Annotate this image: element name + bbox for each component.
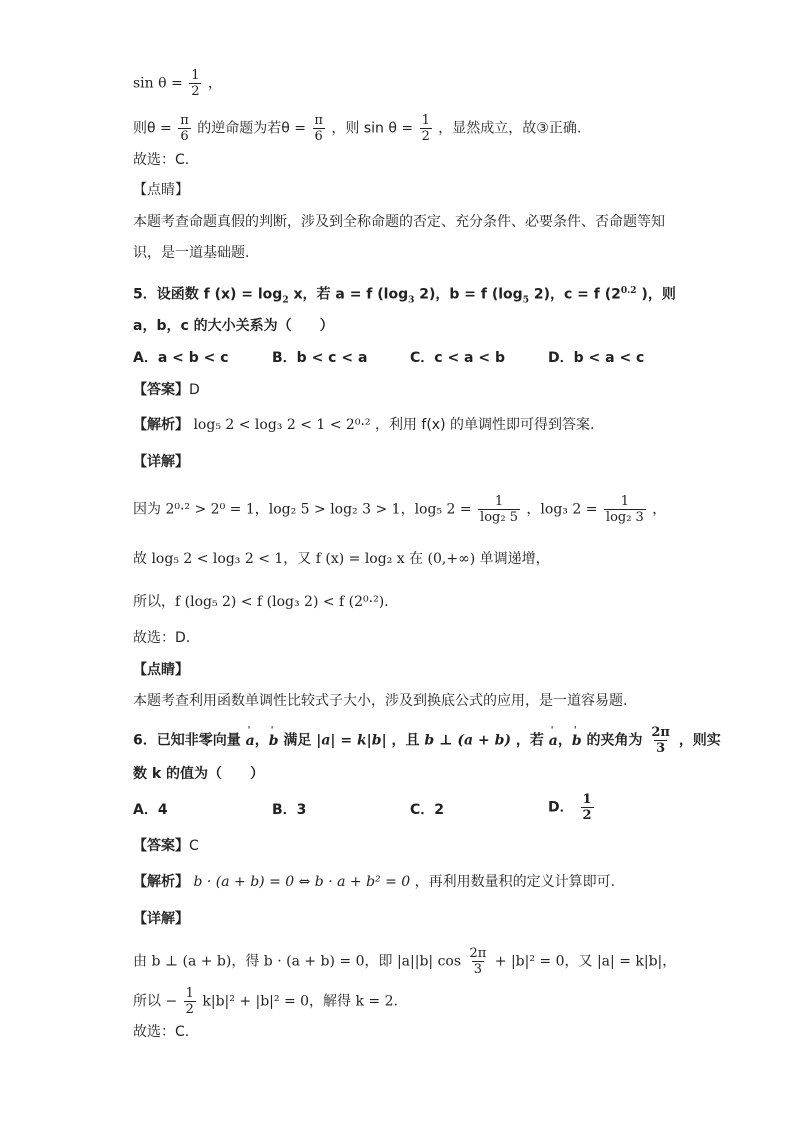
fraction-1-log2-3: $\frac{1}{\text{log₂ 3}}$ xyxy=(605,494,644,525)
fraction-pi-6: $\frac{\pi}{6}$ xyxy=(180,113,189,144)
q6-option-b[interactable]: B．3 xyxy=(272,802,307,818)
detail-5-row-2: 故 log₅ 2 < log₃ 2 < 1，又 f (x) = log₂ x 在 (0,+∞) 单调递增， xyxy=(133,551,550,567)
fraction-pi-6-b: $\frac{\pi}{6}$ xyxy=(314,113,323,144)
answer-5: 【答案】D xyxy=(133,382,200,398)
fraction-one-half-d: $\frac{1}{2}$ xyxy=(185,986,194,1017)
fraction-one-half-b: $\frac{1}{2}$ xyxy=(421,113,430,144)
choose-c-line: 故选：C. xyxy=(133,152,190,168)
detail-5-row-3: 所以，f (log₅ 2) < f (log₃ 2) < f (2⁰·²). xyxy=(133,594,389,610)
question-6-line-1: 6．已知非零向量 ' a，' b 满足 |a| = k|b| ，且 b ⊥ (a + b) ，若 ' a，' b 的夹角为 $\frac{2\pi}{3}$ ，则实 xyxy=(133,725,721,756)
detail-6-row-1: 由 b ⊥ (a + b)，得 b · (a + b) = 0，即 |a||b| cos $\frac{2\pi}{3}$ + |b|² = 0，又 |a| = k|b|， xyxy=(133,946,677,977)
question-5-line-1: 5．设函数 f $(x) = \log_2 x$，若 a = f ($\log_3$ 2)，b = f ($\log_5$ 2)，c = f ($2^{0.2}$ )，则 xyxy=(133,286,676,306)
q6-option-d[interactable]: D． $\frac{1}{2}$ xyxy=(548,792,592,823)
detail-6-heading: 【详解】 xyxy=(133,911,189,927)
q6-option-c[interactable]: C．2 xyxy=(410,802,445,818)
detail-5-row-1: 因为 2⁰·² > 2⁰ = 1，log₂ 5 > log₂ 3 > 1，log₅ 2 = $\frac{1}{\text{log₂ 5}}$ ，log₃ 2 = $\frac{1}{\text{log₂ 3}}$ ， xyxy=(133,494,667,525)
sin-theta-line: sin θ = $\frac{1}{2}$ ， xyxy=(133,68,222,99)
fraction-2pi-3: $\frac{2\pi}{3}$ xyxy=(651,725,670,756)
point-text-1: 本题考查命题真假的判断，涉及到全称命题的否定、充分条件、必要条件、否命题等知 xyxy=(133,214,665,230)
fraction-1-log2-5: $\frac{1}{\text{log₂ 5}}$ xyxy=(480,494,518,525)
detail-5-heading: 【详解】 xyxy=(133,454,189,470)
converse-line: 则θ = $\frac{\pi}{6}$ 的逆命题为若θ = $\frac{\pi}{6}$ ，则 sin θ = $\frac{1}{2}$ ，显然成立，故③正确. xyxy=(133,113,582,144)
fraction-one-half-c: $\frac{1}{2}$ xyxy=(582,792,592,823)
point-5-text: 本题考查利用函数单调性比较式子大小，涉及到换底公式的应用，是一道容易题. xyxy=(133,693,628,709)
analysis-6: 【解析】 b · (a + b) = 0 ⇔ b · a + b² = 0 ，再利用数量积的定义计算即可. xyxy=(133,874,616,890)
q5-option-d[interactable]: D．b < a < c xyxy=(548,350,645,366)
question-5-line-2: a，b，c 的大小关系为（ ） xyxy=(133,318,334,334)
fraction-one-half: $\frac{1}{2}$ xyxy=(191,68,200,99)
q5-option-c[interactable]: C．c < a < b xyxy=(410,350,505,366)
analysis-5: 【解析】 log₅ 2 < log₃ 2 < 1 < 2⁰·² ，利用 f(x) 的单调性即可得到答案. xyxy=(133,417,595,433)
point-text-2: 识，是一道基础题. xyxy=(133,245,250,261)
choose-d-line: 故选：D. xyxy=(133,630,191,646)
detail-6-row-2: 所以 − $\frac{1}{2}$ k|b|² + |b|² = 0，解得 k = 2. xyxy=(133,986,398,1017)
q5-option-a[interactable]: A．a < b < c xyxy=(133,350,229,366)
fraction-2pi-3-b: $\frac{2\pi}{3}$ xyxy=(469,946,487,977)
question-6-line-2: 数 k 的值为（ ） xyxy=(133,766,265,782)
q6-option-a[interactable]: A．4 xyxy=(133,802,168,818)
point-5-heading: 【点睛】 xyxy=(133,662,189,678)
answer-6: 【答案】C xyxy=(133,838,199,854)
q5-option-b[interactable]: B．b < c < a xyxy=(272,350,368,366)
choose-c-line-2: 故选：C. xyxy=(133,1024,190,1040)
point-heading: 【点睛】 xyxy=(133,182,189,198)
